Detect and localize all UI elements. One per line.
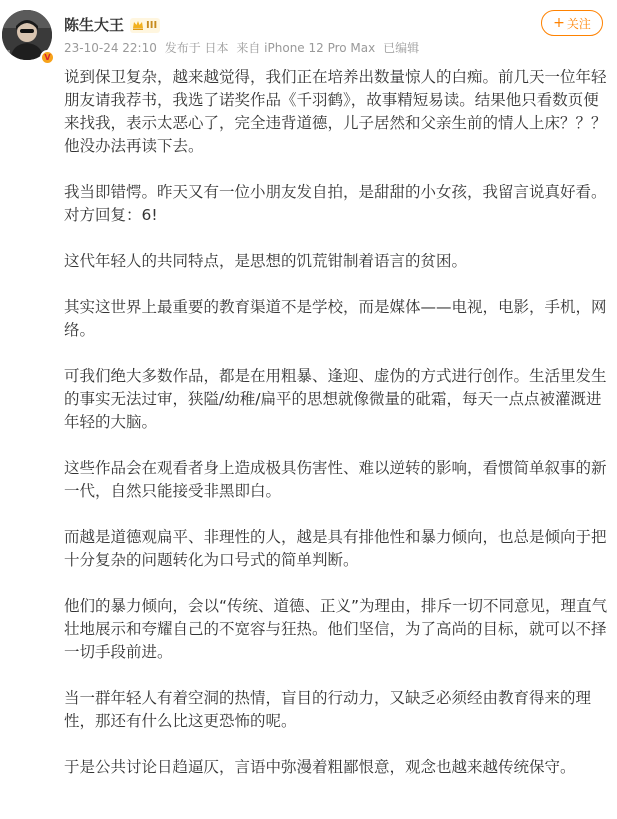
post-meta bbox=[64, 40, 419, 56]
avatar-container[interactable] bbox=[2, 10, 52, 60]
post-paragraph: 这些作品会在观看者身上造成极具伤害性、难以逆转的影响，看惯简单叙事的新一代，自然只能接受非黑即白。 bbox=[64, 459, 607, 500]
post-datetime[interactable]: 23-10-24 22:10 bbox=[64, 41, 157, 55]
post-paragraph: 于是公共讨论日趋逼仄，言语中弥漫着粗鄙恨意，观念也越来越传统保守。 bbox=[64, 758, 576, 776]
post-paragraph: 这代年轻人的共同特点，是思想的饥荒钳制着语言的贫困。 bbox=[64, 252, 468, 270]
post-paragraph: 他们的暴力倾向，会以“传统、道德、正义”为理由，排斥一切不同意见，理直气壮地展示和夸耀自己的不宽容与狂热。他们坚信，为了高尚的目标，就可以不择一切手段前进。 bbox=[64, 597, 608, 661]
post-source: 来自 iPhone 12 Pro Max bbox=[236, 41, 376, 55]
follow-button[interactable] bbox=[541, 10, 603, 36]
follow-button-label: 关注 bbox=[566, 16, 591, 31]
verified-badge-icon: V bbox=[40, 50, 55, 65]
post-paragraph: 而越是道德观扁平、非理性的人，越是具有排他性和暴力倾向，也总是倾向于把十分复杂的问题转化为口号式的简单判断。 bbox=[64, 528, 607, 569]
level-badge[interactable] bbox=[130, 18, 160, 33]
username-link[interactable]: 陈生大王 bbox=[64, 16, 125, 34]
plus-icon: + bbox=[553, 15, 565, 31]
username-row bbox=[64, 14, 160, 36]
post-paragraph: 说到保卫复杂，越来越觉得，我们正在培养出数量惊人的白痴。前几天一位年轻朋友请我荐书，我选了诺奖作品《千羽鹤》，故事精短易读。结果他只看数页便来找我，表示太恶心了，完全违背道德，儿子居然和父亲生前的情人上床？？？他没办法再读下去。 bbox=[64, 68, 607, 155]
post-paragraph: 其实这世界上最重要的教育渠道不是学校，而是媒体——电视，电影，手机，网络。 bbox=[64, 298, 607, 339]
post-paragraph: 当一群年轻人有着空洞的热情，盲目的行动力，又缺乏必须经由教育得来的理性，那还有什么比这更恐怖的呢。 bbox=[64, 689, 592, 730]
post-paragraph: 可我们绝大多数作品，都是在用粗暴、逢迎、虚伪的方式进行创作。生活里发生的事实无法过审，狭隘/幼稚/扁平的思想就像微量的砒霜，每天一点点被灌溉进年轻的大脑。 bbox=[64, 367, 607, 431]
level-label: III bbox=[146, 19, 158, 31]
post-header bbox=[0, 0, 617, 66]
post-location: 发布于 日本 bbox=[164, 41, 229, 55]
post-content bbox=[64, 66, 612, 802]
crown-icon bbox=[132, 19, 144, 31]
post-paragraph: 我当即错愕。昨天又有一位小朋友发自拍，是甜甜的小女孩，我留言说真好看。对方回复：6! bbox=[64, 183, 607, 224]
post-edited-label[interactable]: 已编辑 bbox=[383, 41, 420, 55]
